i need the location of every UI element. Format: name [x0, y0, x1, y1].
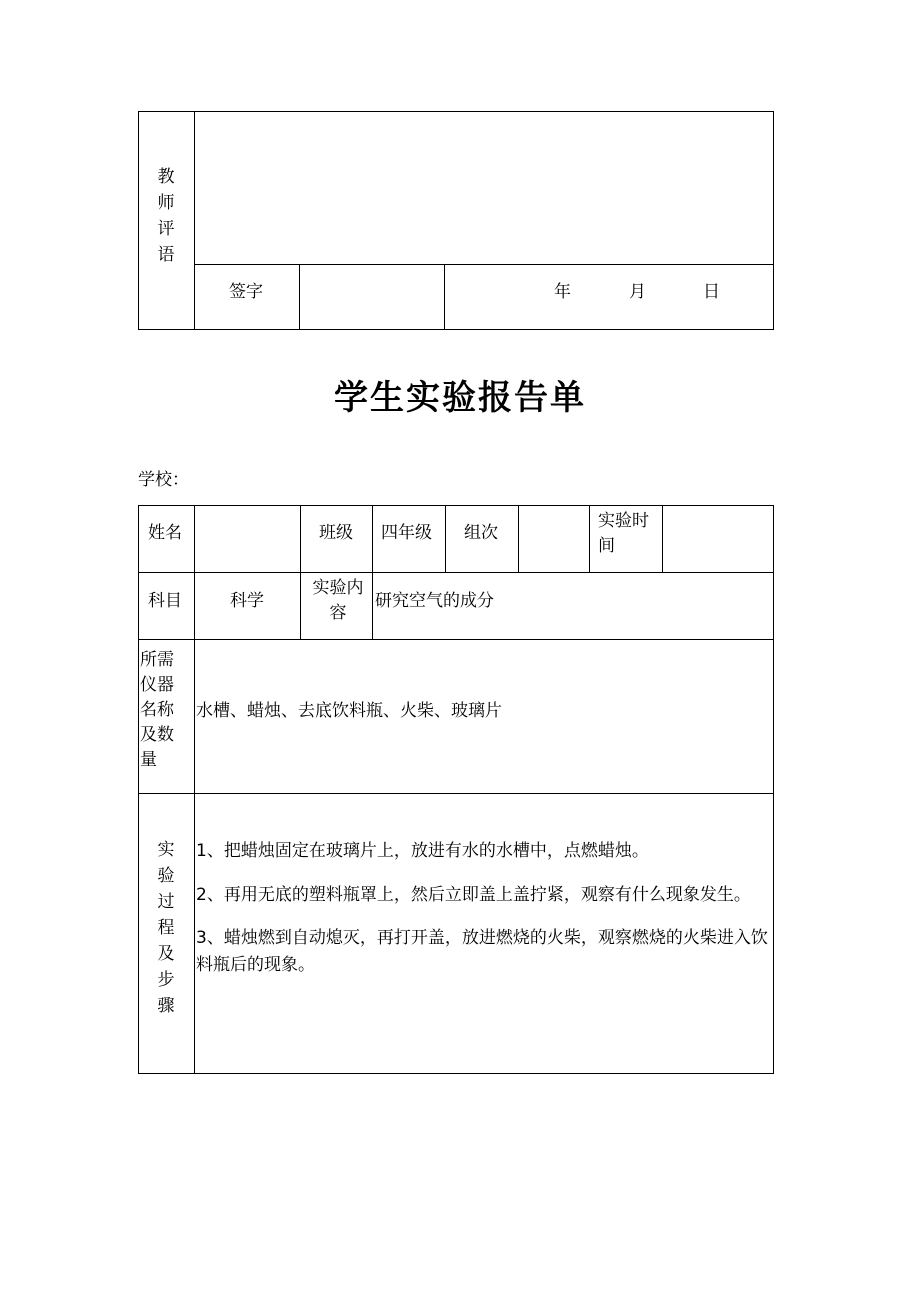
step-1: 1、把蜡烛固定在玻璃片上，放进有水的水槽中，点燃蜡烛。 [196, 841, 649, 861]
teacher-comment-label: 教师评语 [157, 167, 175, 265]
name-label: 姓名 [148, 523, 182, 543]
step-2: 2、再用无底的塑料瓶罩上，然后立即盖上盖拧紧，观察有什么现象发生。 [196, 885, 751, 905]
step-3: 3、蜡烛燃到自动熄灭，再打开盖，放进燃烧的火柴，观察燃烧的火柴进入饮料瓶后的现象。 [196, 928, 768, 975]
group-label: 组次 [464, 523, 498, 543]
school-label: 学校： [138, 470, 189, 490]
equipment-label: 所需仪器名称及数量 [140, 650, 174, 770]
teacher-comment-area[interactable] [196, 113, 772, 263]
date-month: 月 [629, 282, 646, 302]
content-value: 研究空气的成分 [375, 591, 494, 611]
content-label: 实验内容 [312, 578, 364, 623]
equipment-value: 水槽、蜡烛、去底饮料瓶、火柴、玻璃片 [196, 701, 502, 721]
date-day: 日 [703, 282, 720, 302]
page-title: 学生实验报告单 [334, 378, 586, 418]
subject-label: 科目 [148, 591, 182, 611]
time-field[interactable] [664, 507, 772, 571]
group-field[interactable] [520, 507, 588, 571]
sign-label: 签字 [229, 282, 263, 302]
date-year: 年 [554, 282, 571, 302]
sign-field[interactable] [301, 266, 443, 328]
name-field[interactable] [196, 507, 299, 571]
class-label: 班级 [319, 523, 353, 543]
subject-value: 科学 [230, 591, 264, 611]
class-value: 四年级 [381, 523, 432, 543]
process-label: 实验过程及步骤 [157, 840, 175, 1016]
time-label: 实验时间 [598, 511, 649, 556]
